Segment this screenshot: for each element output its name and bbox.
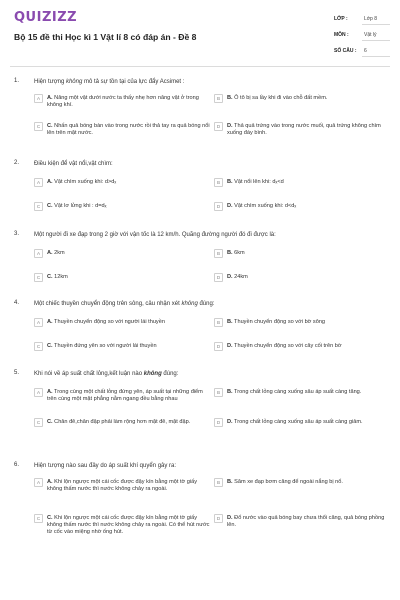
option-text: C. Khi lộn ngược một cái cốc được đậy kín bằng một tờ giấy không thấm nước thì nước không chảy ra ngoài. Có thể hút nước từ cốc vào miệng nhờ ống hút.	[47, 515, 210, 535]
option-text: C. Thuyền đứng yên so với người lái thuyền	[47, 343, 157, 349]
option-text: A. Vật chìm xuống khi: d>dₓ	[47, 179, 117, 185]
option-key-box[interactable]: C	[34, 273, 43, 282]
option-text: D. Trong chất lỏng càng xuống sâu áp suất càng giảm.	[227, 419, 363, 425]
question-number: 3.	[14, 231, 20, 237]
question-number: 4.	[14, 300, 20, 306]
option-key-box[interactable]: D	[214, 122, 223, 131]
option-key-box[interactable]: D	[214, 418, 223, 427]
meta-label: SỐ CÂU :	[334, 48, 357, 54]
option-d[interactable]	[214, 342, 386, 351]
option-text: C. Nhấn quả bóng bàn vào trong nước rồi thả tay ra quả bóng nổi lên trên mặt nước.	[47, 123, 210, 136]
option-b[interactable]	[214, 94, 386, 103]
option-key-box[interactable]: A	[34, 318, 43, 327]
meta-panel	[334, 12, 390, 60]
option-text: C. 12km	[47, 274, 68, 280]
option-key-box[interactable]: C	[34, 342, 43, 351]
meta-label: LỚP :	[334, 16, 348, 22]
option-c[interactable]	[34, 122, 210, 137]
question-number: 6.	[14, 462, 20, 468]
question-text: Một chiếc thuyền chuyển động trên sông, câu nhận xét không đúng:	[34, 301, 215, 307]
question-number: 2.	[14, 160, 20, 166]
option-text: C. Chân đê,chân đập phải làm rộng hơn mặt đê, mặt đập.	[47, 419, 191, 425]
meta-label: MÔN :	[334, 32, 349, 38]
question-text: Hiện tượng nào sau đây do áp suất khí quyển gây ra:	[34, 463, 177, 469]
question-number: 5.	[14, 370, 20, 376]
option-key-box[interactable]: C	[34, 122, 43, 131]
option-key-box[interactable]: A	[34, 94, 43, 103]
meta-value: Lớp 8	[364, 16, 378, 22]
option-text: A. Khi lộn ngược một cái cốc được đậy kín bằng một tờ giấy không thấm nước thì nước không chảy ra ngoài.	[47, 479, 198, 492]
option-d[interactable]	[214, 514, 386, 529]
header-divider	[10, 66, 390, 67]
question-number: 1.	[14, 78, 20, 84]
page-title: Bộ 15 đề thi Học kì 1 Vật lí 8 có đáp án - Đề 8	[14, 32, 197, 42]
option-text: A. Trong cùng một chất lỏng đứng yên, áp suất tại những điểm trên cùng một mặt phẳng nằm ngang đều bằng nhau	[47, 389, 203, 402]
option-a[interactable]	[34, 249, 210, 258]
option-text: A. Thuyền chuyển động so với người lái thuyền	[47, 319, 165, 325]
option-text: B. 6km	[227, 250, 245, 256]
option-d[interactable]	[214, 202, 386, 211]
option-b[interactable]	[214, 249, 386, 258]
option-text: D. Thả quả trứng vào trong nước muối, quả trứng không chìm xuống đáy bình.	[227, 123, 381, 136]
option-key-box[interactable]: B	[214, 178, 223, 187]
meta-row-count	[334, 44, 390, 60]
option-key-box[interactable]: A	[34, 249, 43, 258]
option-d[interactable]	[214, 273, 386, 282]
option-key-box[interactable]: B	[214, 318, 223, 327]
quizizz-logo: QUIZIZZ	[14, 10, 78, 25]
option-a[interactable]	[34, 178, 210, 187]
question-text: Hiện tượng không mô tả sự tồn tại của lực đẩy Acsimet :	[34, 79, 185, 85]
option-key-box[interactable]: B	[214, 478, 223, 487]
option-c[interactable]	[34, 342, 210, 351]
option-key-box[interactable]: B	[214, 94, 223, 103]
option-a[interactable]	[34, 478, 210, 493]
option-d[interactable]	[214, 418, 386, 427]
option-text: C. Vật lơ lửng khi : d=dₓ	[47, 203, 107, 209]
option-text: B. Trong chất lỏng càng xuống sâu áp suất càng tăng.	[227, 389, 362, 395]
option-text: B. Săm xe đạp bơm căng để ngoài nắng bị nổ.	[227, 479, 343, 485]
meta-row-subject	[334, 28, 390, 44]
option-key-box[interactable]: D	[214, 273, 223, 282]
option-c[interactable]	[34, 273, 210, 282]
question-text: Điều kiện để vật nổi,vật chìm:	[34, 161, 113, 167]
option-key-box[interactable]: A	[34, 388, 43, 397]
option-text: B. Ô tô bị sa lầy khi đi vào chỗ đất mềm.	[227, 95, 328, 101]
option-text: D. 24km	[227, 274, 248, 280]
option-c[interactable]	[34, 418, 210, 427]
option-b[interactable]	[214, 178, 386, 187]
option-text: D. Thuyền chuyển động so với cây cối trên bờ	[227, 343, 342, 349]
option-a[interactable]	[34, 94, 210, 109]
option-d[interactable]	[214, 122, 386, 137]
option-key-box[interactable]: A	[34, 478, 43, 487]
option-key-box[interactable]: B	[214, 249, 223, 258]
option-b[interactable]	[214, 318, 386, 327]
option-b[interactable]	[214, 388, 386, 397]
option-key-box[interactable]: C	[34, 202, 43, 211]
question-text: Một người đi xe đạp trong 2 giờ với vận tốc là 12 km/h. Quãng đường người đó đi được là:	[34, 232, 276, 238]
option-c[interactable]	[34, 514, 210, 536]
meta-underline	[362, 40, 390, 41]
option-b[interactable]	[214, 478, 386, 487]
option-key-box[interactable]: B	[214, 388, 223, 397]
meta-underline	[362, 24, 390, 25]
option-text: D. Vật chìm xuống khi: d<dₓ	[227, 203, 297, 209]
option-text: D. Đổ nước vào quả bóng bay chưa thổi căng, quả bóng phồng lên.	[227, 515, 385, 528]
meta-underline	[362, 56, 390, 57]
question-text: Khi nói về áp suất chất lỏng,kết luận nào không đúng:	[34, 371, 179, 377]
option-key-box[interactable]: D	[214, 342, 223, 351]
option-key-box[interactable]: D	[214, 202, 223, 211]
option-c[interactable]	[34, 202, 210, 211]
option-text: A. 2km	[47, 250, 65, 256]
meta-value: Vật lý	[364, 32, 377, 38]
page-header	[0, 0, 400, 68]
meta-value: 6	[364, 48, 367, 54]
option-text: B. Thuyền chuyển động so với bờ sông	[227, 319, 326, 325]
option-key-box[interactable]: C	[34, 418, 43, 427]
option-a[interactable]	[34, 318, 210, 327]
option-text: B. Vật nổi lên khi: dₓ<d	[227, 179, 284, 185]
option-key-box[interactable]: A	[34, 178, 43, 187]
option-a[interactable]	[34, 388, 210, 403]
meta-row-class	[334, 12, 390, 28]
option-key-box[interactable]: C	[34, 514, 43, 523]
option-key-box[interactable]: D	[214, 514, 223, 523]
option-text: A. Nâng một vật dưới nước ta thấy nhẹ hơn nâng vật ở trong không khí.	[47, 95, 199, 108]
